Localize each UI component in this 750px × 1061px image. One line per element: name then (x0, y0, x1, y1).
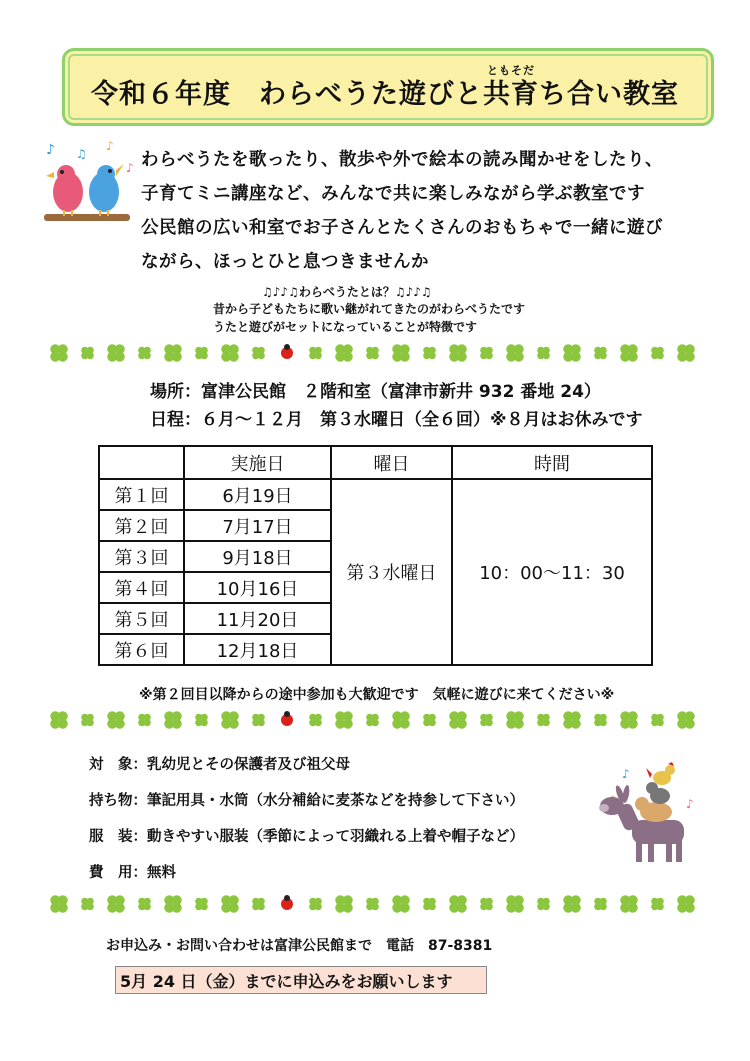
session-date: 9月18日 (184, 541, 331, 572)
clover-icon (221, 895, 239, 913)
intro-line-1: わらべうたを歌ったり、散歩や外で絵本の読み聞かせをしたり、 (141, 150, 663, 170)
session-number: 第２回 (99, 510, 184, 541)
clover-icon (252, 714, 265, 727)
clover-icon (164, 895, 182, 913)
fee-text: 費 用：無料 (89, 865, 176, 881)
clover-icon (107, 895, 125, 913)
clover-icon (335, 711, 353, 729)
clover-icon (594, 347, 607, 360)
clover-row-graphic (48, 893, 698, 915)
clover-icon (221, 711, 239, 729)
clover-icon (309, 898, 322, 911)
svg-text:♪: ♪ (126, 161, 134, 175)
session-date: 12月18日 (184, 634, 331, 665)
clothing-text: 服 装：動きやすい服装（季節によって羽織れる上着や帽子など） (89, 829, 524, 845)
clover-icon (195, 347, 208, 360)
clover-icon (164, 711, 182, 729)
svg-text:♪: ♪ (622, 767, 630, 781)
clover-icon (81, 347, 94, 360)
target-text: 対 象：乳幼児とその保護者及び祖父母 (89, 757, 350, 773)
clover-icon (449, 344, 467, 362)
clover-icon (480, 347, 493, 360)
clover-icon (138, 898, 151, 911)
clover-icon (366, 898, 379, 911)
session-time: 10：00～11：30 (452, 479, 652, 665)
clover-icon (309, 714, 322, 727)
clover-divider-2 (48, 709, 698, 731)
clover-icon (651, 714, 664, 727)
belongings-text: 持ち物：筆記用具・水筒（水分補給に麦茶などを持参して下さい） (89, 793, 524, 809)
clover-icon (423, 347, 436, 360)
clover-icon (620, 711, 638, 729)
table-row (99, 479, 652, 510)
clover-icon (81, 898, 94, 911)
note-text: ※第２回目以降からの途中参加も大歓迎です 気軽に遊びに来てください※ (139, 687, 615, 703)
clover-row-graphic (48, 709, 698, 731)
clover-icon (50, 711, 68, 729)
contact-text: お申込み・お問い合わせは富津公民館まで 電話 87-8381 (106, 938, 493, 954)
clover-icon (252, 898, 265, 911)
clover-icon (392, 711, 410, 729)
table-header-date: 実施日 (184, 446, 331, 479)
clover-divider-1 (48, 342, 698, 364)
clover-icon (537, 714, 550, 727)
clover-icon (138, 347, 151, 360)
svg-text:♪: ♪ (46, 142, 55, 158)
about-line-1: 昔から子どもたちに歌い継がれてきたのがわらべうたです (213, 302, 526, 316)
clover-icon (50, 895, 68, 913)
table-header-time: 時間 (452, 446, 652, 479)
clover-icon (309, 347, 322, 360)
clover-icon (164, 344, 182, 362)
clover-icon (366, 347, 379, 360)
schedule-text: 日程：６月～１２月 第３水曜日（全６回）※８月はお休みです (150, 410, 643, 430)
clover-icon (107, 344, 125, 362)
clover-icon (563, 895, 581, 913)
about-line-2: うたと遊びがセットになっていることが特徴です (213, 320, 478, 334)
clover-icon (563, 344, 581, 362)
clover-icon (366, 714, 379, 727)
session-number: 第１回 (99, 479, 184, 510)
session-number: 第４回 (99, 572, 184, 603)
clover-icon (480, 898, 493, 911)
clover-icon (449, 711, 467, 729)
clover-icon (252, 347, 265, 360)
table-header-weekday: 曜日 (331, 446, 452, 479)
about-heading: ♫♪♪♫わらべうたとは？♫♪♪♫ (262, 285, 432, 299)
ladybug-icon (281, 344, 293, 359)
clover-icon (195, 898, 208, 911)
session-number: 第３回 (99, 541, 184, 572)
ladybug-icon (281, 895, 293, 910)
clover-icon (506, 711, 524, 729)
clover-icon (50, 344, 68, 362)
clover-icon (651, 347, 664, 360)
clover-icon (563, 711, 581, 729)
session-date: 11月20日 (184, 603, 331, 634)
ladybug-icon (281, 711, 293, 726)
deadline-text: 5月 24 日（金）までに申込みをお願いします (120, 972, 453, 991)
table-header-row (99, 446, 652, 479)
clover-icon (449, 895, 467, 913)
clover-icon (195, 714, 208, 727)
clover-icon (392, 344, 410, 362)
session-weekday: 第３水曜日 (331, 479, 452, 665)
session-number: 第６回 (99, 634, 184, 665)
clover-icon (81, 714, 94, 727)
clover-icon (138, 714, 151, 727)
clover-row-graphic (48, 342, 698, 364)
clover-icon (651, 898, 664, 911)
intro-line-2: 子育てミニ講座など、みんなで共に楽しみながら学ぶ教室です (141, 184, 645, 204)
page-title: 令和６年度 わらべうた遊びと共育ち合い教室 (91, 79, 679, 110)
clover-icon (392, 895, 410, 913)
table-header-corner (99, 446, 184, 479)
clover-icon (107, 711, 125, 729)
place-text: 場所：富津公民館 ２階和室（富津市新井 932 番地 24） (150, 382, 601, 402)
clover-icon (506, 895, 524, 913)
clover-icon (594, 714, 607, 727)
birds-illustration (42, 138, 134, 232)
clover-divider-3 (48, 893, 698, 915)
schedule-table (98, 445, 653, 666)
clover-icon (506, 344, 524, 362)
clover-icon (677, 895, 695, 913)
session-number: 第５回 (99, 603, 184, 634)
session-date: 7月17日 (184, 510, 331, 541)
clover-icon (423, 898, 436, 911)
clover-icon (537, 898, 550, 911)
clover-icon (677, 711, 695, 729)
clover-icon (620, 895, 638, 913)
clover-icon (677, 344, 695, 362)
clover-icon (537, 347, 550, 360)
clover-icon (620, 344, 638, 362)
animals-illustration (590, 762, 700, 870)
intro-line-4: ながら、ほっとひと息つきませんか (141, 252, 429, 272)
svg-text:♫: ♫ (76, 147, 87, 161)
clover-icon (335, 344, 353, 362)
session-date: 6月19日 (184, 479, 331, 510)
clover-icon (594, 898, 607, 911)
title-ruby: ともそだ (487, 64, 535, 77)
intro-line-3: 公民館の広い和室でお子さんとたくさんのおもちゃで一緒に遊び (141, 218, 663, 238)
svg-text:♪: ♪ (686, 797, 694, 811)
clover-icon (221, 344, 239, 362)
clover-icon (335, 895, 353, 913)
clover-icon (423, 714, 436, 727)
session-date: 10月16日 (184, 572, 331, 603)
svg-text:♪: ♪ (106, 139, 114, 153)
clover-icon (480, 714, 493, 727)
